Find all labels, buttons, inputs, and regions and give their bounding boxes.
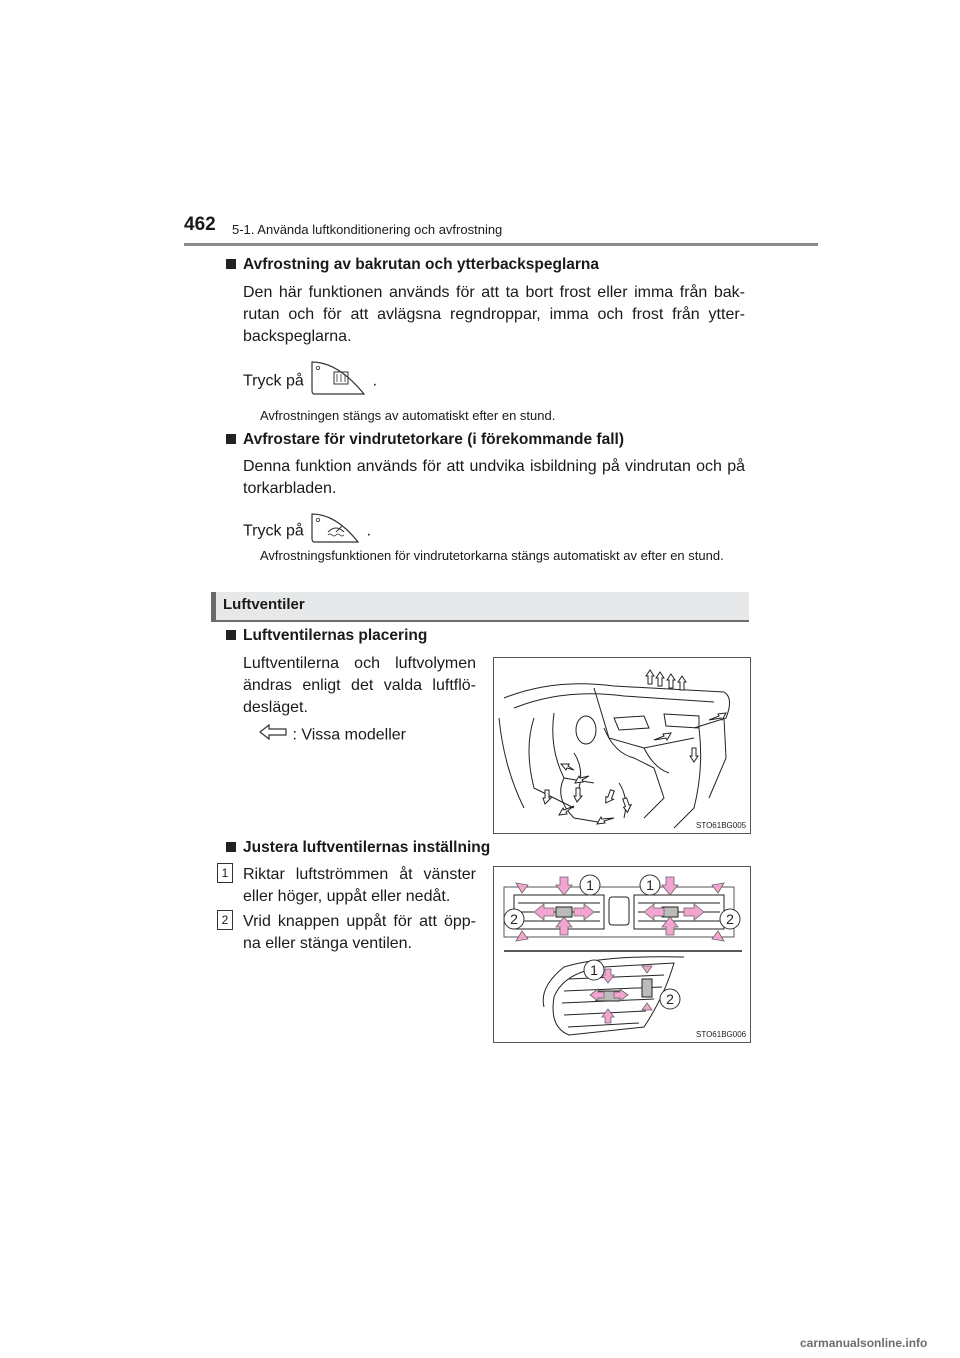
item-number-1: 1 — [217, 863, 233, 883]
rear-defogger-press: Tryck på . — [243, 360, 377, 403]
footer-watermark: carmanualsonline.info — [800, 1336, 928, 1350]
wiper-deicer-body: Denna funktion används för att undvika isbildning på vindrutan och på torkarbladen. — [243, 458, 745, 497]
square-bullet-icon — [226, 630, 236, 640]
rear-defogger-button-icon — [308, 360, 368, 403]
page-number: 462 — [184, 214, 216, 235]
header-rule — [184, 243, 818, 246]
rear-defogger-body: Den här funktionen används för att ta bort frost eller imma från bak-rutan och för att avlägsna regndroppar, imma och frost från ytter-backspeglarna. — [243, 284, 745, 345]
square-bullet-icon — [226, 434, 236, 444]
vent-placement-figure — [493, 657, 751, 834]
outline-arrow-icon — [258, 723, 288, 748]
chapter-title: 5-1. Använda luftkonditionering och avfrostning — [232, 222, 503, 237]
wiper-deicer-heading: Avfrostare för vindrutetorkare (i förekommande fall) — [226, 431, 624, 449]
callout-1a: 1 — [586, 877, 594, 893]
figure-caption: STO61BG005 — [696, 821, 747, 830]
callout-1b: 1 — [646, 877, 654, 893]
section-title: Luftventiler — [223, 596, 305, 613]
section-header-luftventiler — [211, 592, 749, 622]
vent-placement-heading: Luftventilernas placering — [226, 627, 427, 645]
vent-adjust-figure — [493, 866, 751, 1043]
rear-defogger-heading: Avfrostning av bakrutan och ytterbackspeglarna — [226, 256, 599, 274]
item-number-2: 2 — [217, 910, 233, 930]
vent-adjust-heading: Justera luftventilernas inställning — [226, 839, 490, 857]
wiper-deicer-press: Tryck på . — [243, 512, 371, 551]
wiper-deicer-note: Avfrostningsfunktionen för vindrutetorkarna stängs automatiskt av efter en stund. — [260, 548, 724, 563]
vent-legend: : Vissa modeller — [258, 723, 406, 748]
callout-2c: 2 — [666, 991, 674, 1007]
callout-2a: 2 — [510, 911, 518, 927]
callout-2b: 2 — [726, 911, 734, 927]
vent-adjustment-illustration — [494, 867, 750, 1042]
rear-defogger-note: Avfrostningen stängs av automatiskt efter en stund. — [260, 408, 556, 423]
vent-adjust-item-1: Riktar luftströmmen åt vänster eller höger, uppåt eller nedåt. — [243, 866, 476, 905]
vent-adjust-item-2: Vrid knappen uppåt för att öpp-na eller stänga ventilen. — [243, 913, 476, 952]
figure-caption: STO61BG006 — [696, 1030, 747, 1039]
car-interior-illustration — [494, 658, 750, 833]
square-bullet-icon — [226, 842, 236, 852]
wiper-deicer-button-icon — [308, 512, 362, 551]
square-bullet-icon — [226, 259, 236, 269]
callout-1c: 1 — [590, 962, 598, 978]
vent-placement-body: Luftventilerna och luftvolymen ändras enligt det valda luftflö-desläget. — [243, 655, 476, 716]
